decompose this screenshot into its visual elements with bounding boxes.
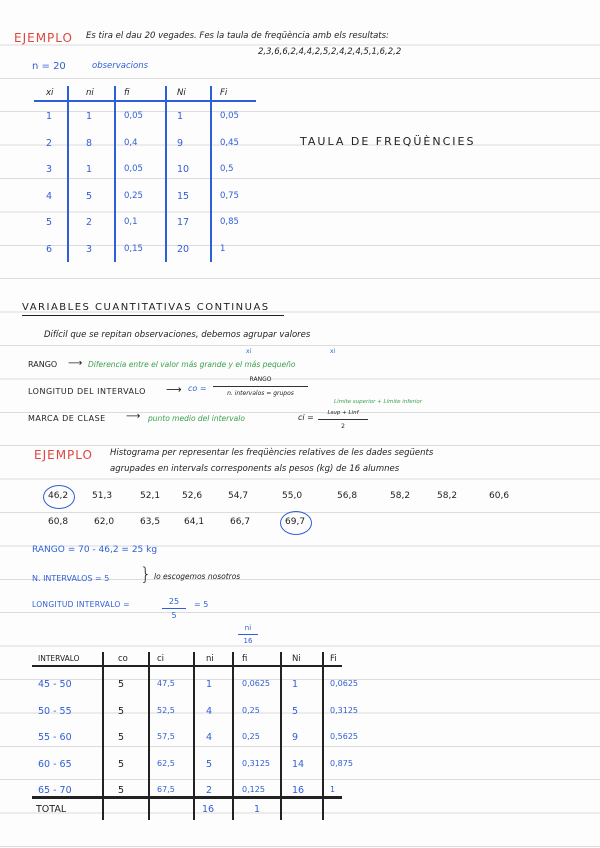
interval-cell: 5 bbox=[206, 758, 213, 770]
freq-header-3: Ni bbox=[177, 88, 186, 98]
ci-numerator: Lsup + Linf bbox=[327, 410, 359, 416]
interval-length-fraction bbox=[162, 597, 186, 620]
interval-cell: 2 bbox=[206, 785, 213, 796]
freq-cell: 6 bbox=[46, 243, 53, 255]
freq-cell: 0,45 bbox=[220, 137, 239, 148]
example-2-label: EJEMPLO bbox=[34, 448, 93, 462]
freq-cell: 0,85 bbox=[220, 217, 239, 227]
fi-formula bbox=[238, 624, 258, 645]
arrow-icon: ⟶ bbox=[166, 383, 182, 396]
interval-cell: 55 - 60 bbox=[38, 732, 72, 743]
class-mark-label: MARCA DE CLASE bbox=[28, 414, 106, 423]
freq-cell: 3 bbox=[86, 243, 93, 255]
interval-cell: 0,3125 bbox=[330, 705, 358, 715]
data-value: 69,7 bbox=[285, 517, 306, 527]
data-value: 60,8 bbox=[48, 517, 69, 527]
interval-cell: 0,3125 bbox=[242, 758, 270, 768]
interval-cell: 67,5 bbox=[157, 785, 175, 794]
section-title: VARIABLES CUANTITATIVAS CONTINUAS bbox=[22, 302, 270, 313]
arrow-icon: ⟶ bbox=[68, 358, 83, 369]
interval-cell: 5 bbox=[118, 785, 125, 796]
interval-cell: 57,5 bbox=[157, 732, 175, 741]
example-1-label: EJEMPLO bbox=[14, 31, 73, 45]
interval-cell: 4 bbox=[206, 732, 213, 743]
freq-cell: 0,15 bbox=[124, 243, 143, 254]
ci-denominator: 2 bbox=[341, 423, 345, 430]
co-fraction bbox=[213, 376, 308, 397]
freq-cell: 5 bbox=[86, 190, 93, 202]
interval-cell: 4 bbox=[206, 705, 213, 717]
freq-cell: 0,25 bbox=[124, 190, 143, 201]
interval-length-label: LONGITUD DEL INTERVALO bbox=[28, 387, 146, 396]
freq-cell: 2 bbox=[86, 217, 93, 228]
interval-length-result: = 5 bbox=[194, 600, 209, 609]
example-1-results: 2,3,6,6,2,4,4,2,5,2,4,2,4,5,1,6,2,2 bbox=[258, 47, 402, 57]
interval-cell: 50 - 55 bbox=[38, 705, 72, 717]
freq-cell: 1 bbox=[86, 111, 93, 122]
freq-cell: 17 bbox=[177, 217, 190, 228]
class-mark-definition: punto medio del intervalo bbox=[148, 414, 245, 423]
freq-cell: 0,1 bbox=[124, 217, 138, 227]
co-denominator: n. intervalos = grupos bbox=[227, 390, 294, 397]
fi-numerator: ni bbox=[244, 624, 252, 632]
freq-cell: 0,05 bbox=[220, 111, 239, 121]
freq-cell: 5 bbox=[46, 217, 53, 228]
long-numerator: 25 bbox=[168, 597, 180, 606]
freq-cell: 1 bbox=[86, 164, 93, 175]
interval-header-1: co bbox=[118, 654, 128, 664]
interval-cell: 1 bbox=[206, 679, 213, 690]
interval-cell: 60 - 65 bbox=[38, 758, 72, 770]
freq-cell: 0,05 bbox=[124, 164, 143, 174]
data-value: 60,6 bbox=[489, 491, 510, 501]
interval-cell: 0,25 bbox=[242, 732, 260, 741]
data-value: 51,3 bbox=[92, 491, 113, 501]
interval-cell: 0,875 bbox=[330, 758, 353, 768]
freq-cell: 2 bbox=[46, 137, 53, 149]
long-denominator: 5 bbox=[171, 611, 177, 620]
data-value: 55,0 bbox=[282, 491, 303, 501]
interval-header-4: fi bbox=[242, 654, 248, 664]
rango-label: RANGO bbox=[28, 360, 58, 369]
interval-cell: 5 bbox=[118, 758, 125, 770]
min-value-circle bbox=[43, 485, 75, 509]
xi-label-2: xi bbox=[330, 348, 336, 355]
xi-label-1: xi bbox=[246, 348, 252, 355]
interval-header-2: ci bbox=[157, 654, 165, 664]
interval-header-3: ni bbox=[206, 654, 214, 664]
rango-calculation: RANGO = 70 - 46,2 = 25 kg bbox=[32, 545, 158, 555]
max-value-circle bbox=[280, 511, 312, 535]
fi-denominator: 16 bbox=[243, 637, 253, 645]
freq-cell: 3 bbox=[46, 164, 53, 175]
interval-cell: 47,5 bbox=[157, 679, 175, 688]
freq-cell: 1 bbox=[177, 111, 184, 122]
freq-header-1: ni bbox=[86, 88, 94, 98]
interval-cell: 0,5625 bbox=[330, 732, 358, 741]
data-value: 56,8 bbox=[337, 491, 358, 501]
interval-cell: 52,5 bbox=[157, 705, 175, 715]
interval-cell: 45 - 50 bbox=[38, 679, 72, 690]
data-value: 54,7 bbox=[228, 491, 249, 501]
total-ni: 16 bbox=[202, 804, 215, 815]
observations-label: observacions bbox=[92, 61, 149, 71]
data-value: 62,0 bbox=[94, 517, 115, 527]
ci-note: Límite superior + Límite inferior bbox=[334, 399, 423, 405]
freq-header-0: xi bbox=[46, 88, 54, 98]
rango-definition: Diferencia entre el valor más grande y el más pequeño bbox=[88, 360, 296, 369]
intervals-note: lo escogemos nosotros bbox=[154, 572, 241, 581]
interval-cell: 0,25 bbox=[242, 705, 260, 715]
total-label: TOTAL bbox=[36, 804, 67, 815]
data-value: 58,2 bbox=[390, 491, 411, 501]
ci-symbol: ci = bbox=[298, 413, 314, 422]
freq-cell: 0,05 bbox=[124, 111, 143, 121]
example-1-statement: Es tira el dau 20 vegades. Fes la taula de freqüència amb els resultats: bbox=[86, 31, 389, 41]
freq-cell: 15 bbox=[177, 190, 190, 202]
interval-cell: 5 bbox=[118, 679, 125, 690]
freq-cell: 1 bbox=[46, 111, 53, 122]
interval-cell: 0,0625 bbox=[242, 679, 270, 688]
data-value: 52,6 bbox=[182, 491, 203, 501]
freq-cell: 4 bbox=[46, 190, 53, 202]
data-value: 46,2 bbox=[48, 491, 69, 501]
section-intro: Difícil que se repitan observaciones, debemos agrupar valores bbox=[44, 330, 311, 340]
co-numerator: RANGO bbox=[249, 376, 272, 383]
interval-cell: 1 bbox=[292, 679, 299, 690]
sample-size: n = 20 bbox=[32, 61, 66, 72]
interval-header-0: INTERVALO bbox=[38, 654, 80, 663]
interval-cell: 14 bbox=[292, 758, 305, 770]
interval-cell: 65 - 70 bbox=[38, 785, 72, 796]
co-symbol: co = bbox=[188, 384, 207, 393]
freq-cell: 8 bbox=[86, 137, 93, 149]
data-value: 58,2 bbox=[437, 491, 458, 501]
total-fi: 1 bbox=[254, 804, 261, 815]
freq-cell: 9 bbox=[177, 137, 184, 149]
example-2-statement-1: Histograma per representar les freqüències relatives de les dades següents bbox=[110, 448, 434, 458]
frequency-table-title: TAULA DE FREQÜÈNCIES bbox=[300, 135, 476, 148]
data-value: 64,1 bbox=[184, 517, 205, 527]
interval-cell: 0,125 bbox=[242, 785, 265, 794]
interval-cell: 0,0625 bbox=[330, 679, 358, 688]
freq-header-4: Fi bbox=[220, 88, 228, 98]
example-2-statement-2: agrupades en intervals corresponents als pesos (kg) de 16 alumnes bbox=[110, 464, 400, 474]
freq-cell: 1 bbox=[220, 243, 226, 254]
interval-header-5: Ni bbox=[292, 654, 301, 664]
interval-header-6: Fi bbox=[330, 654, 337, 664]
brace-icon: } bbox=[140, 564, 152, 585]
interval-cell: 5 bbox=[292, 705, 299, 717]
data-value: 66,7 bbox=[230, 517, 251, 527]
freq-cell: 0,4 bbox=[124, 137, 138, 148]
freq-cell: 0,75 bbox=[220, 190, 239, 201]
interval-cell: 5 bbox=[118, 705, 125, 717]
interval-cell: 9 bbox=[292, 732, 299, 743]
ci-fraction bbox=[318, 410, 368, 430]
freq-cell: 20 bbox=[177, 243, 190, 255]
data-value: 63,5 bbox=[140, 517, 161, 527]
intervals-count: N. INTERVALOS = 5 bbox=[32, 574, 110, 583]
interval-cell: 1 bbox=[330, 785, 336, 794]
interval-cell: 16 bbox=[292, 785, 305, 796]
data-value: 52,1 bbox=[140, 491, 161, 501]
arrow-icon: ⟶ bbox=[126, 411, 141, 422]
interval-cell: 5 bbox=[118, 732, 125, 743]
freq-header-2: fi bbox=[124, 88, 130, 98]
interval-length-calc: LONGITUD INTERVALO = bbox=[32, 600, 130, 609]
interval-cell: 62,5 bbox=[157, 758, 175, 768]
freq-cell: 0,5 bbox=[220, 164, 234, 174]
freq-cell: 10 bbox=[177, 164, 190, 175]
